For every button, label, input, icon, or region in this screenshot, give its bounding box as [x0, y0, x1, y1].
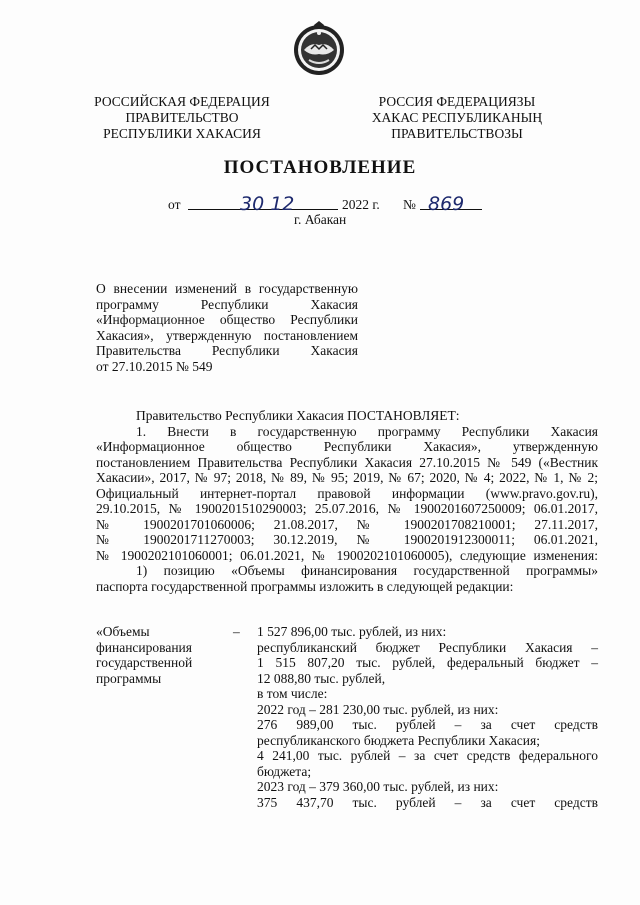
city: г. Абакан [294, 212, 347, 227]
year-label: 2022 г. [342, 197, 380, 212]
table-content-line: республиканский бюджет Республики Хакасия – [257, 639, 598, 655]
number-sign: № [403, 197, 416, 212]
date-prefix: от [168, 197, 181, 212]
table-content-line: 1 515 807,20 тыс. рублей, федеральный бюджет – [257, 655, 598, 670]
header-line: РОССИЯ ФЕДЕРАЦИЯЗЫ [378, 94, 536, 109]
table-content-line: бюджета; [257, 763, 312, 779]
table-label-line: государственной [96, 655, 193, 670]
body-line: 1) позицию «Объемы финансирования государственной программы» [136, 563, 598, 578]
subject-line: Хакасия», утвержденную постановлением [96, 327, 358, 343]
subject-line: «Информационное общество Республики [96, 312, 358, 327]
subject-line: О внесении изменений в государственную [96, 281, 358, 296]
header-line: РОССИЙСКАЯ ФЕДЕРАЦИЯ [94, 94, 270, 109]
body-line: № 1900202101060001; 06.01.2021, № 1900202101060005), следующие изменения: [96, 547, 598, 563]
table-content-line: республиканского бюджета Республики Хакасия; [257, 732, 540, 748]
coat-of-arms-emblem [291, 20, 347, 78]
table-dash: – [233, 624, 240, 639]
table-content-line: 375 437,70 тыс. рублей – за счет средств [257, 794, 598, 810]
document-subject [96, 281, 358, 374]
table-content-line: 2023 год – 379 360,00 тыс. рублей, из них: [257, 779, 499, 794]
header-line: ПРАВИТЕЛЬСТВО [125, 110, 239, 125]
table-content-line: 276 989,00 тыс. рублей – за счет средств [257, 717, 598, 732]
table-content-line: 2022 год – 281 230,00 тыс. рублей, из них: [257, 701, 499, 717]
header-line: ПРАВИТЕЛЬСТВОЗЫ [391, 126, 523, 141]
handwritten-number: 869 [428, 193, 465, 215]
body-line: Официальный интернет-портал правовой информации (www.pravo.gov.ru), [96, 485, 598, 501]
table-label-line: «Объемы [96, 624, 150, 639]
handwritten-date: 30 12 [240, 193, 295, 215]
table-content-line: 4 241,00 тыс. рублей – за счет средств федерального [257, 748, 598, 763]
subject-line: программу Республики Хакасия [96, 296, 358, 312]
body-line: «Информационное общество Республики Хакасия», утвержденную [96, 439, 598, 454]
issuer-header-khakas [352, 94, 562, 142]
table-content-line: в том числе: [257, 686, 328, 701]
issuer-header-russian [82, 94, 282, 142]
body-line: Правительство Республики Хакасия ПОСТАНОВЛЯЕТ: [136, 408, 460, 423]
body-line: постановлением Правительства Республики Хакасия 27.10.2015 № 549 («Вестник [96, 454, 598, 470]
body-line: паспорта государственной программы изложить в следующей редакции: [96, 578, 514, 594]
subject-line: от 27.10.2015 № 549 [96, 358, 213, 374]
table-label-line: финансирования [96, 639, 192, 655]
body-line: Хакасии», 2017, № 97; 2018, № 89, № 95; 2019, № 67; 2020, № 4; 2022, № 1, № 2; [96, 470, 598, 485]
document-body [96, 408, 598, 594]
table-label-line: программы [96, 670, 162, 686]
table-label [96, 624, 226, 686]
header-line: РЕСПУБЛИКИ ХАКАСИЯ [103, 126, 261, 141]
document-title: ПОСТАНОВЛЕНИЕ [223, 157, 417, 178]
body-line: 29.10.2015, № 1900201510290003; 25.07.2016, № 1900201607250009; 06.01.2017, [96, 501, 598, 516]
table-content-line: 1 527 896,00 тыс. рублей, из них: [257, 624, 447, 639]
body-line: № 1900201711270003; 30.12.2019, № 1900201912300011; 06.01.2021, [96, 532, 598, 547]
table-content [257, 624, 598, 810]
header-line: ХАКАС РЕСПУБЛИКАНЫҢ [371, 110, 543, 125]
body-line: 1. Внести в государственную программу Республики Хакасия [136, 423, 598, 439]
table-content-line: 12 088,80 тыс. рублей, [257, 670, 386, 686]
subject-line: Правительства Республики Хакасия [96, 343, 358, 358]
body-line: № 1900201701060006; 21.08.2017, № 1900201708210001; 27.11.2017, [96, 516, 598, 532]
